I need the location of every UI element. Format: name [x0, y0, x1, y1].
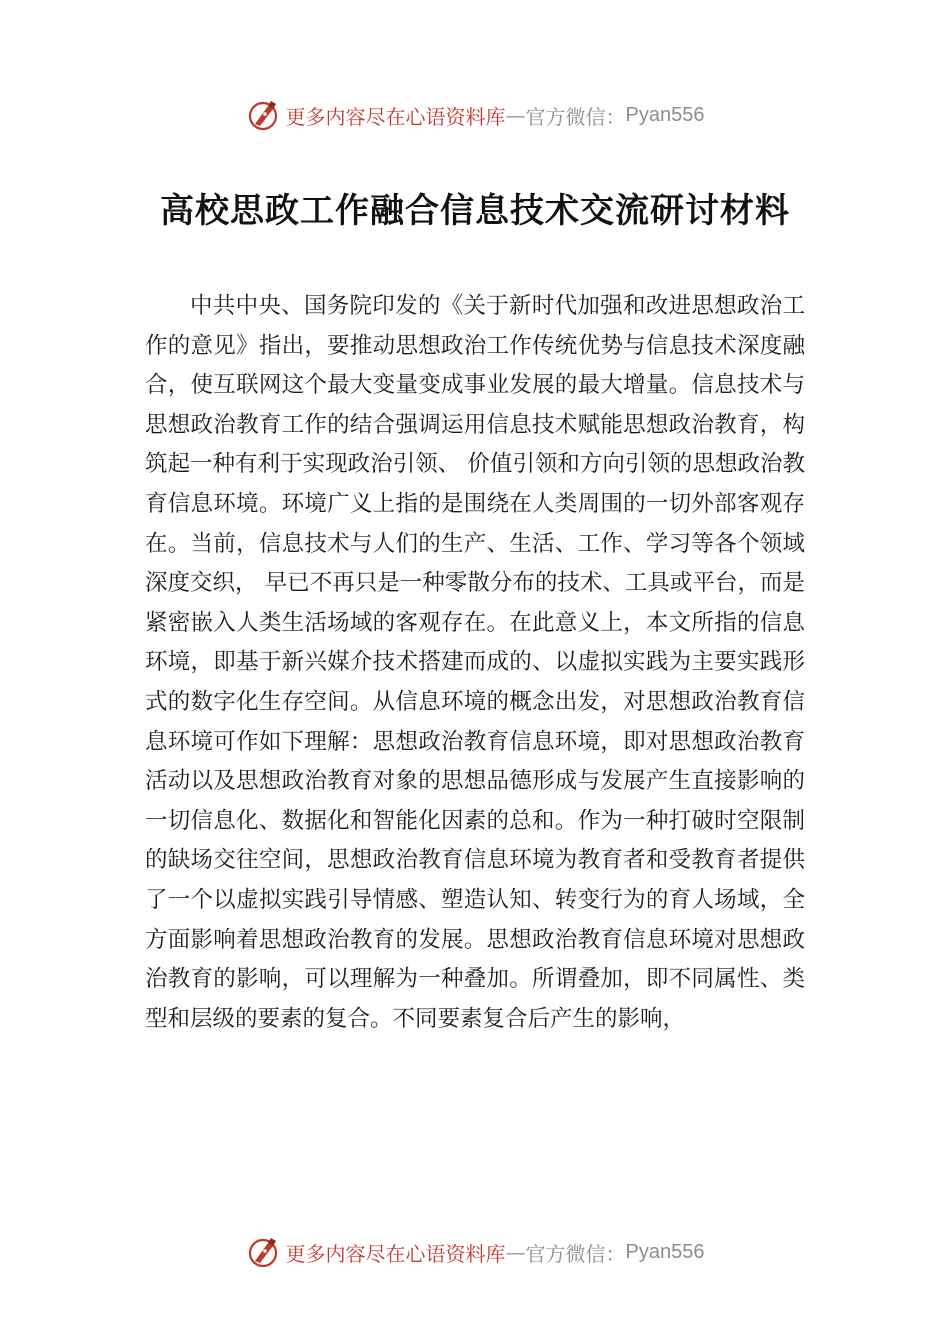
body-paragraph: 中共中央、国务院印发的《关于新时代加强和改进思想政治工作的意见》指出，要推动思想政治工作传统优势与信息技术深度融合，使互联网这个最大变量变成事业发展的最大增量。信息技术与思想政治教育工作的结合强调运用信息技术赋能思想政治教育，构筑起一种有利于实现政治引领、 价值引领和方向引领的思想政治教育信息环境。环境广义上指的是围绕在人类周围的一切外部客观存在。当前，信息技术与人们的生产、生活、工作、学习等各个领域深度交织， 早已不再只是一种零散分布的技术、工具或平台，而是紧密嵌入人类生活场域的客观存在。在此意义上，本文所指的信息环境，即基于新兴媒介技术搭建而成的、以虚拟实践为主要实践形式的数字化生存空间。从信息环境的概念出发，对思想政治教育信息环境可作如下理解：思想政治教育信息环境，即对思想政治教育活动以及思想政治教育对象的思想品德形成与发展产生直接影响的一切信息化、数据化和智能化因素的总和。作为一种打破时空限制的缺场交往空间，思想政治教育信息环境为教育者和受教育者提供了一个以虚拟实践引导情感、塑造认知、转变行为的育人场域，全方面影响着思想政治教育的发展。思想政治教育信息环境对思想政治教育的影响，可以理解为一种叠加。所谓叠加，即不同属性、类型和层级的要素的复合。不同要素复合后产生的影响， [145, 293, 805, 1032]
pen-nib-logo-icon [246, 1234, 282, 1270]
banner-text: 更多内容尽在心语资料库 [285, 1241, 506, 1266]
banner-text: 更多内容尽在心语资料库 [285, 104, 506, 129]
header-banner [0, 95, 950, 135]
pen-nib-logo-icon [246, 97, 282, 133]
wechat-label: 官方微信： [525, 104, 626, 129]
wechat-label: 官方微信： [525, 1241, 626, 1266]
banner-separator: — [505, 1240, 526, 1264]
document-title: 高校思政工作融合信息技术交流研讨材料 [160, 191, 790, 231]
wechat-id: Pyan556 [625, 1240, 705, 1263]
banner-separator: — [505, 103, 526, 127]
footer-banner [0, 1232, 950, 1272]
wechat-id: Pyan556 [625, 103, 705, 126]
